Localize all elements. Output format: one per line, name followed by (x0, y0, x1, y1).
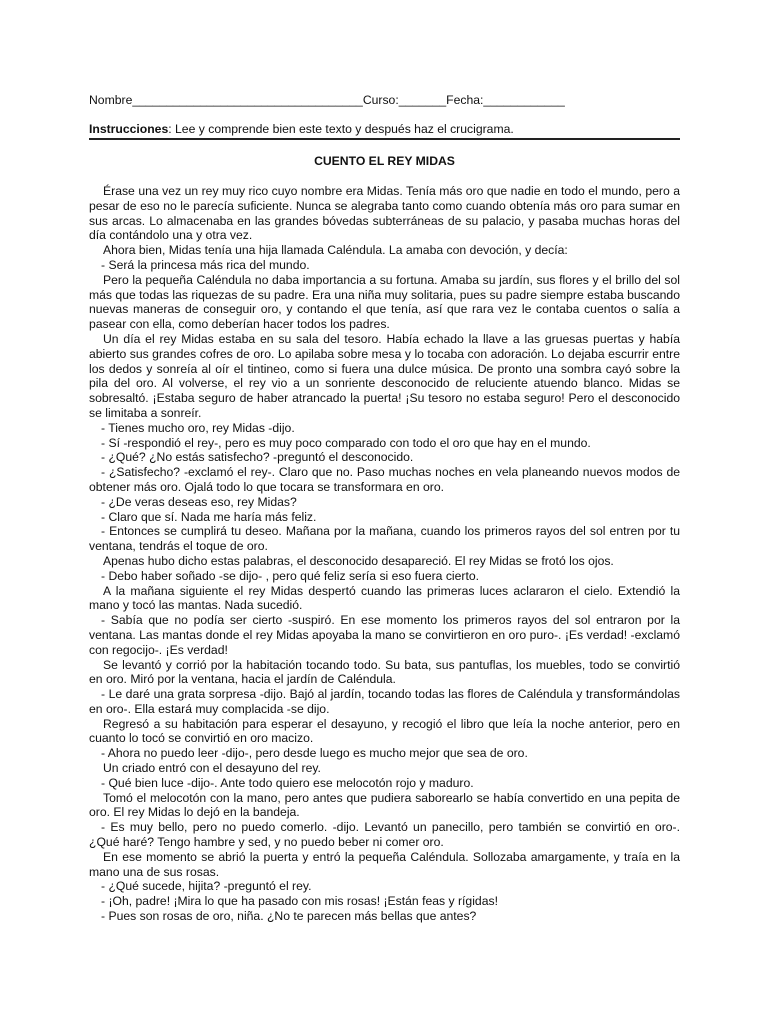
dialogue-line: - ¿De veras deseas eso, rey Midas? (101, 494, 297, 509)
story-paragraph: Tomó el melocotón con la mano, pero antes que pudiera saborearlo se había convertido en una pepita de oro. El rey Midas lo dejó en la bandeja. (89, 790, 680, 820)
story-paragraph: Un día el rey Midas estaba en su sala del tesoro. Había echado la llave a las gruesas puertas y había abierto sus grandes cofres de oro. Lo apilaba sobre mesa y lo tocaba con adoración. Lo dejaba escurrir entre los dedos y sonreía al oír el tintineo, como si fuera una dulce música. De pronto una sombra cayó sobre la pila del oro. Al volverse, el rey vio a un sonriente desconocido de reluciente atuendo blanco. Midas se sobresaltó. ¡Estaba seguro de haber atrancado la puerta! ¡Su tesoro no estaba seguro! Pero el desconocido se limitaba a sonreír. (89, 331, 680, 420)
dialogue-line: - Tienes mucho oro, rey Midas -dijo. (101, 420, 295, 435)
story-paragraph: Se levantó y corrió por la habitación tocando todo. Su bata, sus pantuflas, los muebles, todo se convirtió en oro. Miró por la ventana, hacia el jardín de Caléndula. (89, 657, 680, 687)
story-paragraph: Regresó a su habitación para esperar el desayuno, y recogió el libro que leía la noche anterior, pero en cuanto lo tocó se convirtió en oro macizo. (89, 716, 680, 746)
dialogue-line: - Es muy bello, pero no puedo comerlo. -dijo. Levantó un panecillo, pero también se convirtió en oro-. ¿Qué haré? Tengo hambre y sed, y no puedo beber ni comer oro. (89, 820, 680, 850)
dialogue-line: - Pues son rosas de oro, niña. ¿No te parecen más bellas que antes? (101, 909, 477, 924)
instructions-label: Instrucciones (89, 122, 169, 136)
dialogue-line: - Ahora no puedo leer -dijo-, pero desde luego es mucho mejor que sea de oro. (101, 746, 528, 761)
dialogue-line: - Claro que sí. Nada me haría más feliz. (101, 509, 317, 524)
course-field[interactable]: Curso:_______ (362, 93, 447, 107)
dialogue-line: - Entonces se cumplirá tu deseo. Mañana por la mañana, cuando los primeros rayos del sol entren por tu ventana, tendrás el toque de oro. (89, 524, 680, 554)
story-paragraph: En ese momento se abrió la puerta y entró la pequeña Caléndula. Sollozaba amargamente, y traía en la mano una de sus rosas. (89, 849, 680, 879)
student-info-line (89, 92, 680, 108)
dialogue-line: - ¿Satisfecho? -exclamó el rey-. Claro que no. Paso muchas noches en vela planeando nuevos modos de obtener más oro. Ojalá todo lo que tocara se transformara en oro. (89, 465, 680, 494)
dialogue-line: - ¡Oh, padre! ¡Mira lo que ha pasado con mis rosas! ¡Están feas y rígidas! (101, 894, 498, 909)
story-paragraph: Ahora bien, Midas tenía una hija llamada Caléndula. La amaba con devoción, y decía: (103, 243, 568, 258)
story-paragraph: A la mañana siguiente el rey Midas despertó cuando las primeras luces aclararon el cielo. Extendió la mano y tocó las mantas. Nada sucedió. (89, 583, 680, 613)
story-body (89, 184, 680, 924)
dialogue-line: - Sí -respondió el rey-, pero es muy poco comparado con todo el oro que hay en el mundo. (101, 435, 591, 450)
dialogue-line: - Será la princesa más rica del mundo. (101, 257, 310, 272)
dialogue-line: - Le daré una grata sorpresa -dijo. Bajó al jardín, tocando todas las flores de Caléndula y transformándolas en oro-. Ella estará muy complacida -se dijo. (89, 687, 680, 716)
story-paragraph: Pero la pequeña Caléndula no daba importancia a su fortuna. Amaba su jardín, sus flores y el brillo del sol más que todas las riquezas de su padre. Era una niña muy solitaria, pues su padre siempre estaba buscando nuevas maneras de conseguir oro, y contando el que tenía, así que rara vez le contaba cuentos o salía a pasear con ella, como deberían hacer todos los padres. (89, 272, 680, 332)
dialogue-line: - Sabía que no podía ser cierto -suspiró. En ese momento los primeros rayos del sol entraron por la ventana. Las mantas donde el rey Midas apoyaba la mano se convirtieron en oro puro-. ¡Es verdad! -exclamó con regocijo-. ¡Es verdad! (89, 613, 680, 657)
story-title: CUENTO EL REY MIDAS (314, 154, 455, 168)
story-paragraph: Apenas hubo dicho estas palabras, el desconocido desapareció. El rey Midas se frotó los ojos. (103, 553, 614, 568)
date-field[interactable]: Fecha:____________ (446, 93, 565, 107)
instructions (89, 122, 680, 140)
instructions-text: : Lee y comprende bien este texto y después haz el crucigrama. (168, 122, 514, 136)
name-field[interactable]: Nombre__________________________________ (89, 93, 363, 107)
dialogue-line: - Debo haber soñado -se dijo- , pero qué feliz sería si eso fuera cierto. (101, 568, 480, 583)
dialogue-line: - ¿Qué sucede, hijita? -preguntó el rey. (101, 879, 312, 894)
dialogue-line: - ¿Qué? ¿No estás satisfecho? -preguntó el desconocido. (101, 450, 414, 465)
dialogue-line: - Qué bien luce -dijo-. Ante todo quiero ese melocotón rojo y maduro. (101, 775, 474, 790)
story-paragraph: Un criado entró con el desayuno del rey. (103, 761, 321, 776)
story-paragraph: Érase una vez un rey muy rico cuyo nombre era Midas. Tenía más oro que nadie en todo el mundo, pero a pesar de eso no le parecía suficiente. Nunca se alegraba tanto como cuando obtenía más oro para sumar en sus arcas. Lo almacenaba en las grandes bóvedas subterráneas de su palacio, y pasaba muchas horas del día contándolo una y otra vez. (89, 184, 680, 243)
